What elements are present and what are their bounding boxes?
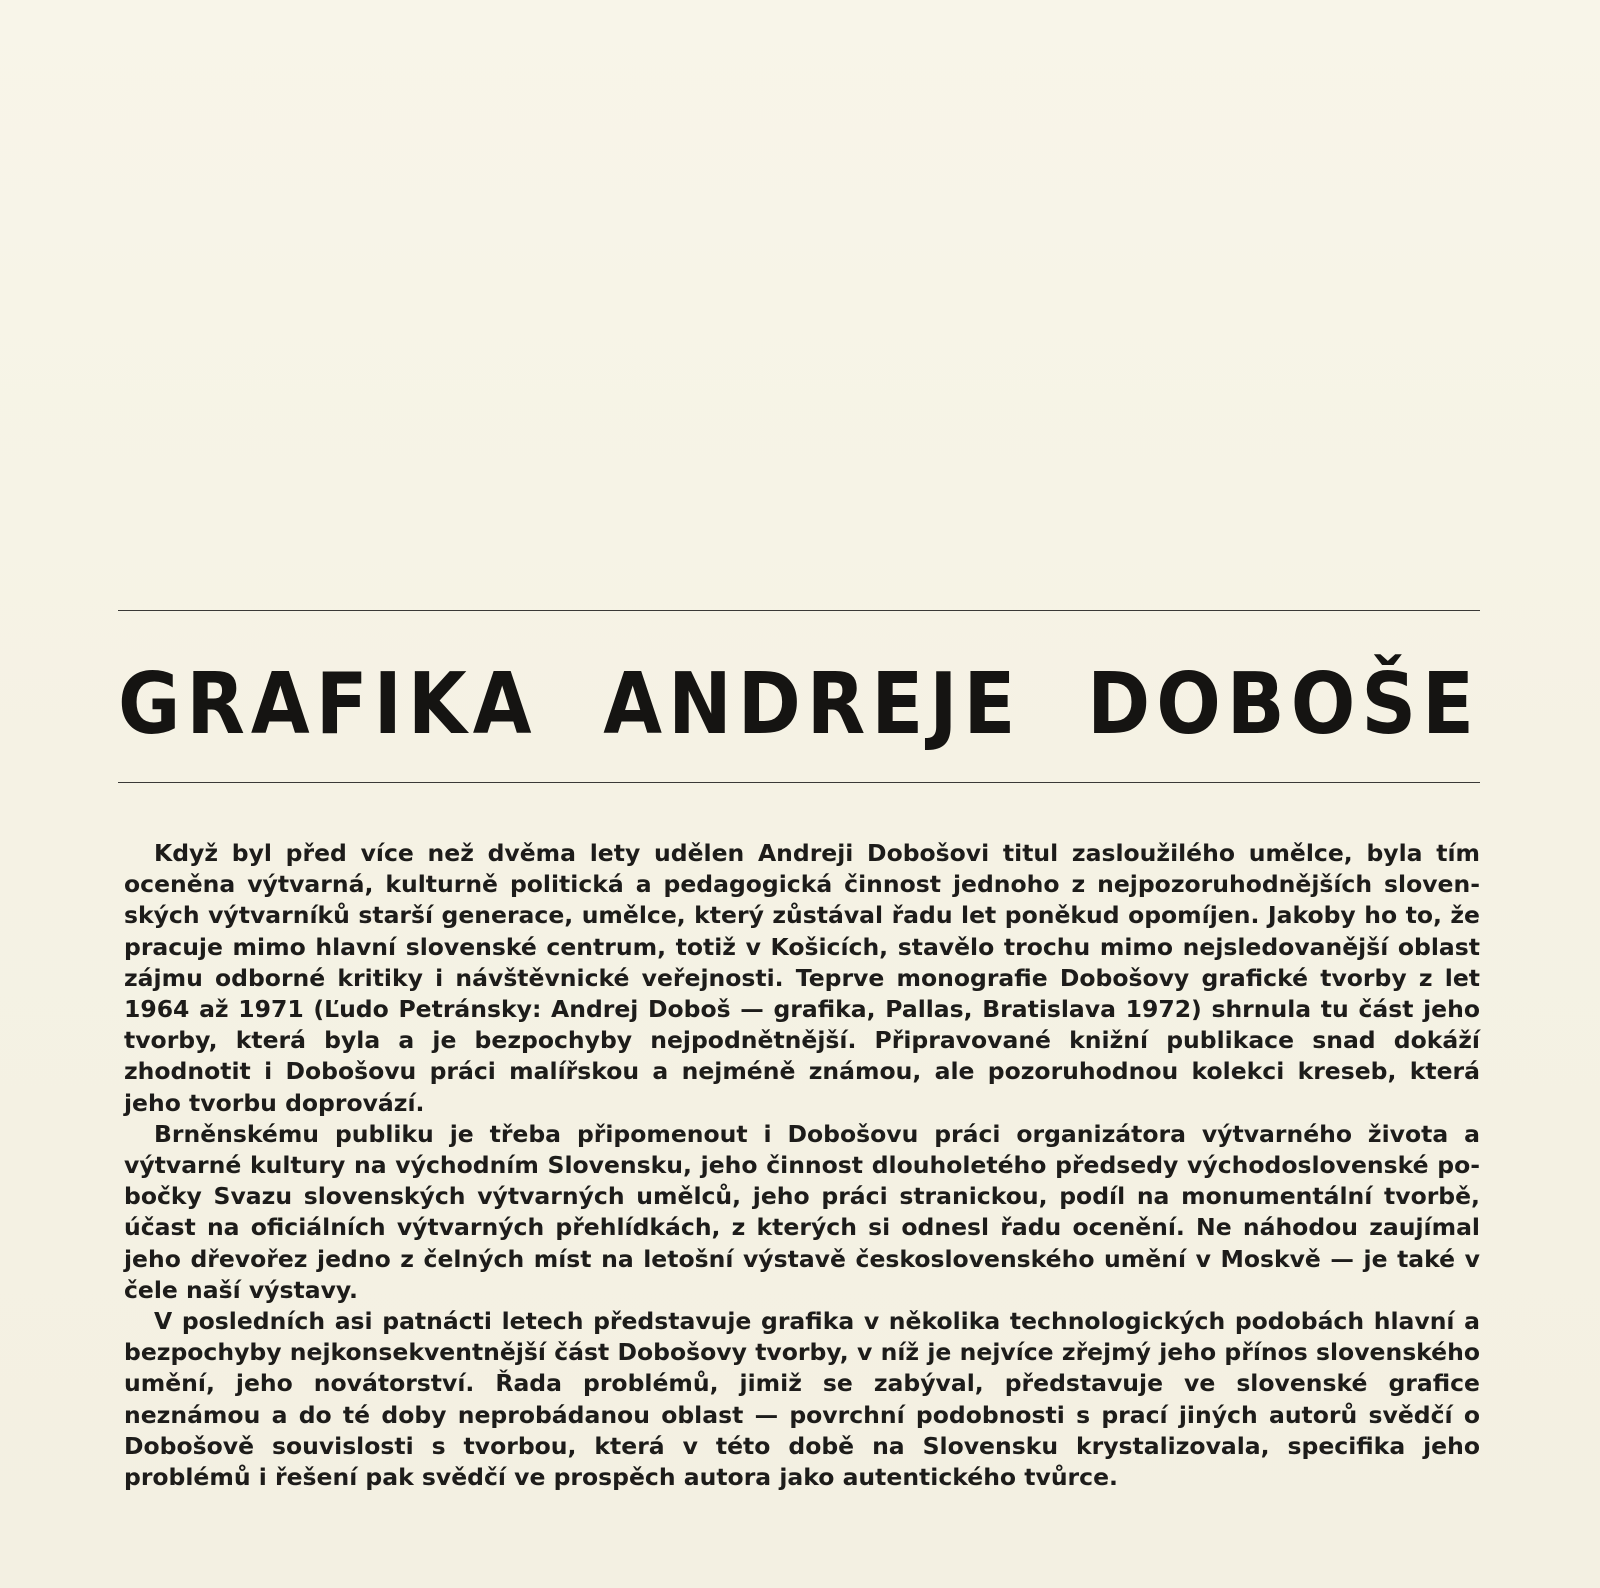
paragraph-3: V posledních asi patnácti letech představuje grafika v několika technologických podobách hlavní a bezpochyby nejkonsekventnější část Dobošovy tvorby, v níž je nejvíce zřejmý jeho přínos slovenského umění, jeho novátorství. Řada problémů, jimiž se zabýval, představuje ve slovenské grafice neznámou a do té doby neprobádanou oblast — povrchní podobnosti s prací jiných autorů svědčí o Dobošově souvislosti s tvorbou, která v této době na Slovensku krystalizovala, specifika jeho problémů i řešení pak svědčí ve prospěch autora jako autentického tvůrce. [124,1307,1480,1492]
page-title: GRAFIKA ANDREJE DOBOŠE [118,653,1480,754]
title-top-rule [118,610,1480,611]
article-body [124,838,1480,1493]
paragraph-1: Když byl před více než dvěma lety udělen Andreji Dobošovi titul zasloužilého umělce, byla tím oceněna výtvarná, kulturně politická a pedagogická činnost jednoho z nejpozoruhodnějších slovenských výtvarníků starší generace, umělce, který zůstával řadu let poněkud opomíjen. Jakoby ho to, že pracuje mimo hlavní slovenské centrum, totiž v Košicích, stavělo trochu mimo nejsledovanější oblast zájmu odborné kritiky i návštěvnické veřejnosti. Teprve monografie Dobošovy grafické tvorby z let 1964 až 1971 (Ľudo Petránsky: Andrej Doboš — grafika, Pallas, Bratislava 1972) shrnula tu část jeho tvorby, která byla a je bezpochyby nejpodnětnější. Připravované knižní publikace snad dokáží zhodnotit i Dobošovu práci malířskou a nejméně známou, ale pozoruhodnou kolekci kreseb, která jeho tvorbu doprovází. [124,839,1480,1117]
title-bottom-rule [118,782,1480,783]
paragraph-2: Brněnskému publiku je třeba připomenout i Dobošovu práci organizátora výtvarného života a výtvarné kultury na východním Slovensku, jeho činnost dlouholetého předsedy východoslovenské pobočky Svazu slovenských výtvarných umělců, jeho práci stranickou, podíl na monumentální tvorbě, účast na oficiálních výtvarných přehlídkách, z kterých si odnesl řadu ocenění. Ne náhodou zaujímal jeho dřevořez jedno z čelných míst na letošní výstavě československého umění v Moskvě — je také v čele naší výstavy. [124,1119,1480,1304]
